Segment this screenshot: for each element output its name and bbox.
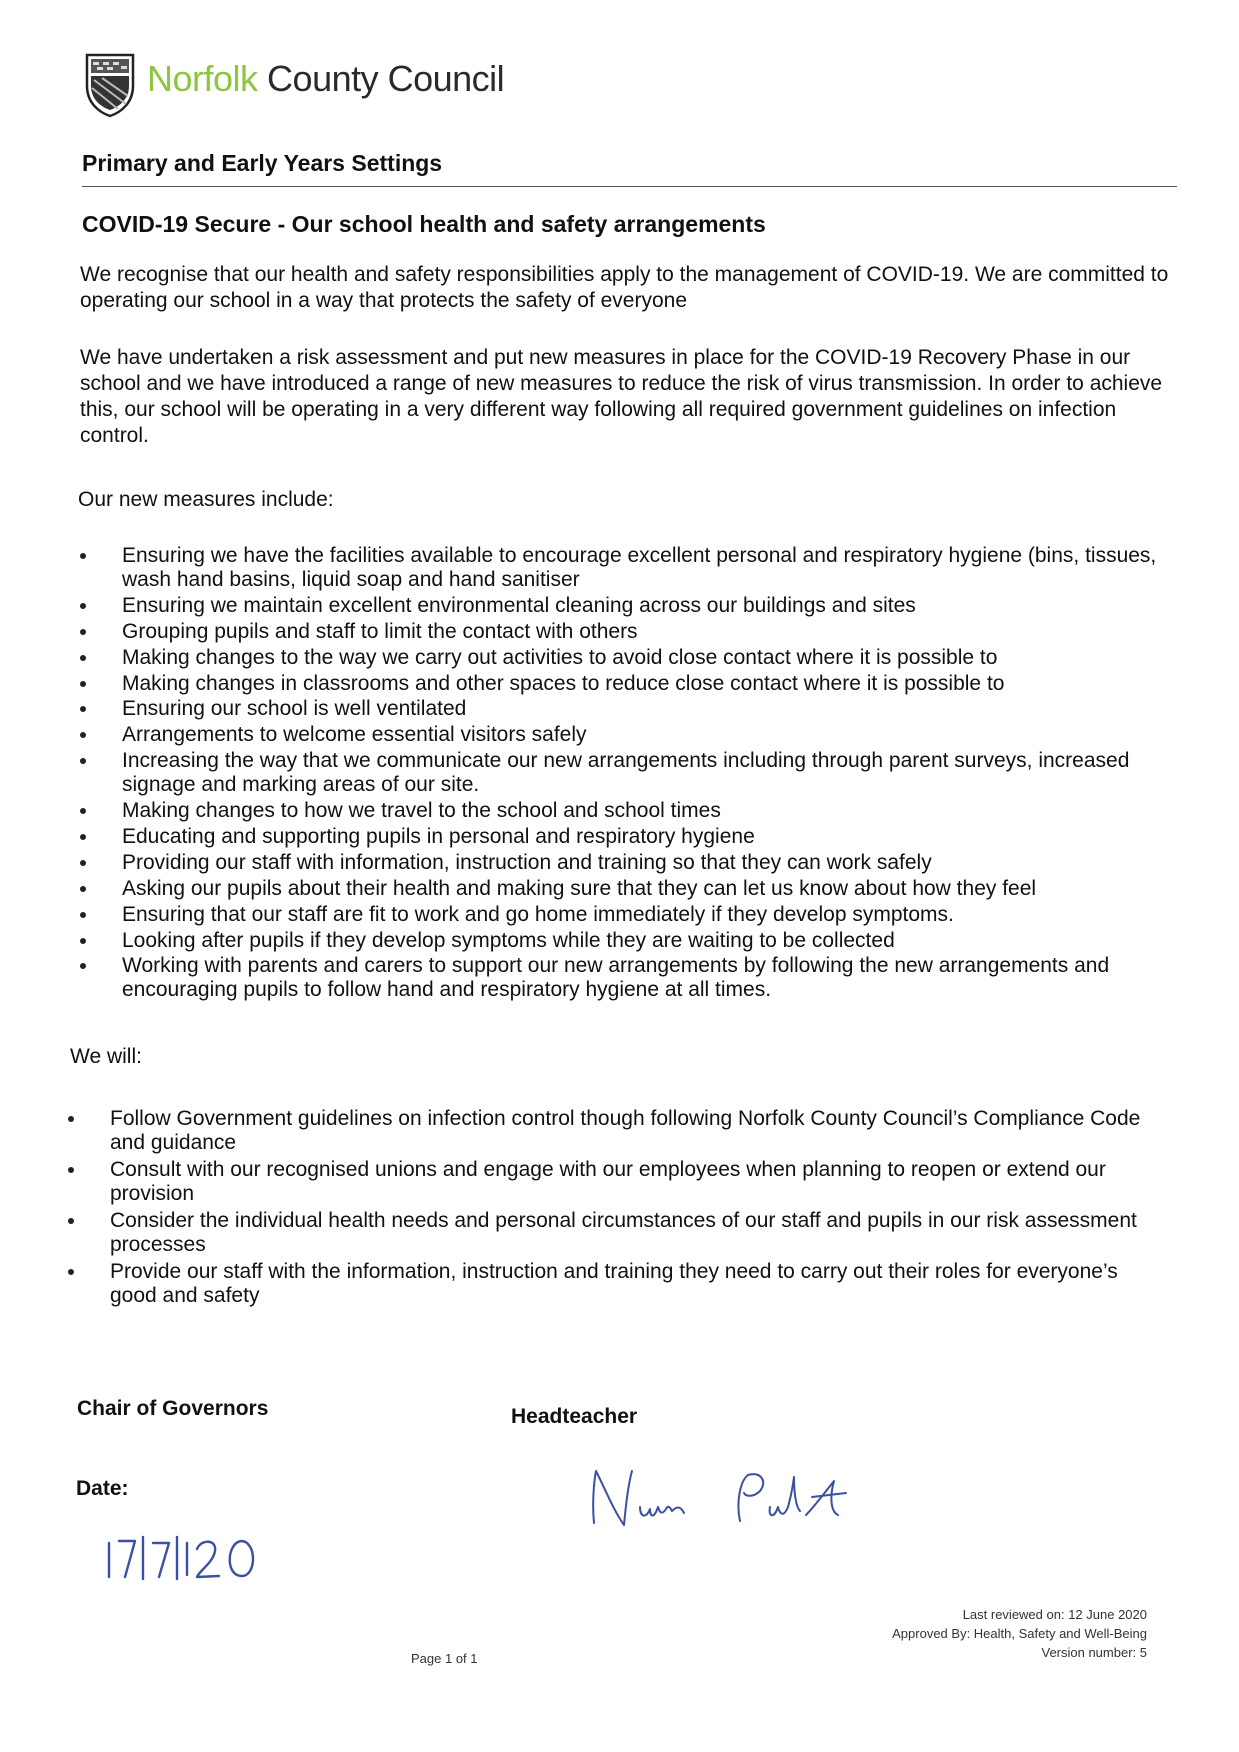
intro-paragraph-2: We have undertaken a risk assessment and put new measures in place for the COVID-19 Recovery Phase in our school and we have introduced a range of new measures to reduce the risk of virus transmission. In order to achieve this, our school will be operating in a very different way following all required government guidelines on infection control. bbox=[80, 346, 1163, 447]
we-will-label: We will: bbox=[70, 1045, 142, 1068]
list-item: Ensuring we have the facilities available to encourage excellent personal and respiratory hygiene (bins, tissues, wash hand basins, liquid soap and hand sanitiser bbox=[80, 544, 1160, 592]
version-number: Version number: 5 bbox=[1041, 1645, 1147, 1660]
list-item: Provide our staff with the information, instruction and training they need to carry out their roles for everyone’s good and safety bbox=[68, 1260, 1158, 1308]
list-item: Making changes in classrooms and other spaces to reduce close contact where it is possible to bbox=[80, 672, 1160, 696]
list-item: Providing our staff with information, instruction and training so that they can work safely bbox=[80, 851, 1160, 875]
section-title: Primary and Early Years Settings bbox=[82, 150, 443, 176]
measures-label: Our new measures include: bbox=[78, 488, 334, 511]
list-item: Increasing the way that we communicate our new arrangements including through parent surveys, increased signage and marking areas of our site. bbox=[80, 749, 1160, 797]
measures-list bbox=[80, 544, 1160, 1004]
page-number: Page 1 of 1 bbox=[411, 1651, 478, 1666]
header-divider bbox=[82, 186, 1177, 187]
intro-paragraph-1: We recognise that our health and safety responsibilities apply to the management of COVID-19. We are committed to operating our school in a way that protects the safety of everyone bbox=[80, 263, 1169, 312]
list-item: Ensuring our school is well ventilated bbox=[80, 697, 1160, 721]
list-item: Grouping pupils and staff to limit the contact with others bbox=[80, 620, 1160, 644]
last-reviewed: Last reviewed on: 12 June 2020 bbox=[962, 1607, 1147, 1622]
list-item: Ensuring we maintain excellent environmental cleaning across our buildings and sites bbox=[80, 594, 1160, 618]
approved-by: Approved By: Health, Safety and Well-Being bbox=[892, 1626, 1147, 1641]
we-will-list bbox=[68, 1107, 1158, 1311]
handwritten-date bbox=[103, 1531, 263, 1583]
list-item: Working with parents and carers to support our new arrangements by following the new arrangements and encouraging pupils to follow hand and respiratory hygiene at all times. bbox=[80, 954, 1160, 1002]
list-item: Follow Government guidelines on infection control though following Norfolk County Council’s Compliance Code and guidance bbox=[68, 1107, 1158, 1155]
list-item: Asking our pupils about their health and making sure that they can let us know about how they feel bbox=[80, 877, 1160, 901]
norfolk-crest-icon bbox=[84, 52, 136, 118]
list-item: Looking after pupils if they develop symptoms while they are waiting to be collected bbox=[80, 929, 1160, 953]
headteacher-signature bbox=[584, 1463, 914, 1535]
chair-of-governors-label: Chair of Governors bbox=[77, 1397, 269, 1420]
list-item: Making changes to the way we carry out activities to avoid close contact where it is possible to bbox=[80, 646, 1160, 670]
document-heading: COVID-19 Secure - Our school health and safety arrangements bbox=[82, 211, 766, 237]
list-item: Educating and supporting pupils in personal and respiratory hygiene bbox=[80, 825, 1160, 849]
document-metadata bbox=[892, 1605, 1147, 1662]
list-item: Arrangements to welcome essential visitors safely bbox=[80, 723, 1160, 747]
org-name-county-council: County Council bbox=[267, 58, 505, 99]
list-item: Consult with our recognised unions and engage with our employees when planning to reopen or extend our provision bbox=[68, 1158, 1158, 1206]
list-item: Ensuring that our staff are fit to work and go home immediately if they develop symptoms. bbox=[80, 903, 1160, 927]
org-name-norfolk: Norfolk bbox=[147, 58, 258, 99]
list-item: Making changes to how we travel to the school and school times bbox=[80, 799, 1160, 823]
headteacher-label: Headteacher bbox=[511, 1405, 638, 1428]
org-logo-text bbox=[147, 58, 504, 100]
list-item: Consider the individual health needs and personal circumstances of our staff and pupils in our risk assessment processes bbox=[68, 1209, 1158, 1257]
date-label: Date: bbox=[76, 1477, 129, 1500]
